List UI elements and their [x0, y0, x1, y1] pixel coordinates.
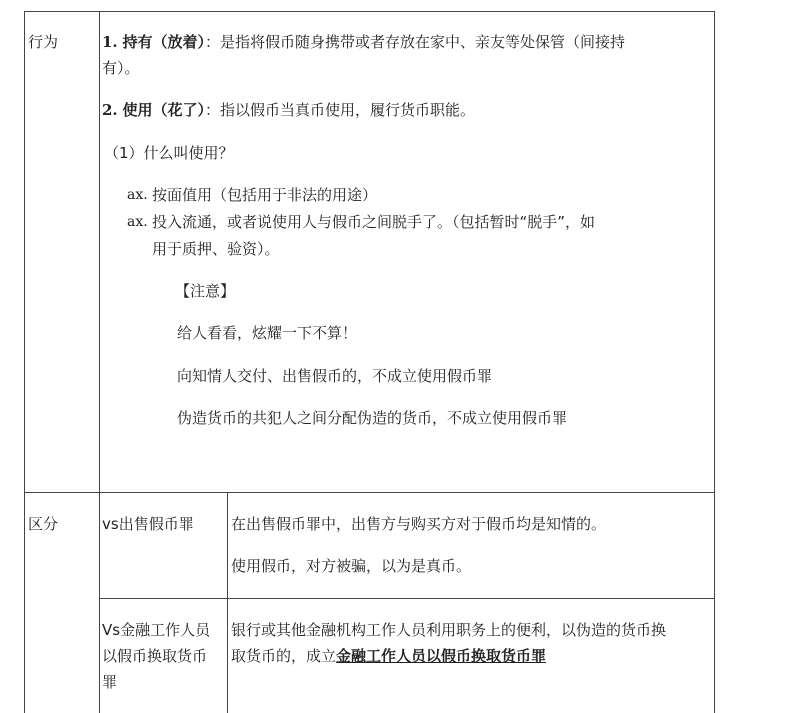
sub-title-vs-finance-2: 以假币换取货币 — [102, 647, 208, 665]
sub-title-vs-selling: vs出售假币罪 — [102, 515, 194, 533]
point-text: 投入流通，或者说使用人与假币之间脱手了。（包括暂时“脱手”，如 — [152, 213, 596, 231]
table-border-top — [24, 11, 715, 12]
row-label-behavior: 行为 — [28, 33, 59, 51]
point-marker: ax. — [127, 187, 148, 203]
subtable-row-separator — [99, 598, 715, 599]
item-holding-text-1: ：是指将假币随身携带或者存放在家中、亲友等处保管（间接持 — [204, 33, 625, 51]
item-holding-text-2: 有）。 — [102, 59, 140, 77]
item-holding-number: 1. — [102, 33, 118, 51]
subtable-column-divider — [227, 492, 228, 713]
item-using — [102, 97, 714, 123]
item-using-title: 使用（花了） — [122, 101, 205, 119]
crime-name-link: 金融工作人员以假币换取货币罪 — [336, 647, 547, 665]
table-column-divider — [99, 11, 100, 713]
table-border-left — [24, 11, 25, 713]
notice-item: 向知情人交付、出售假币的，不成立使用假币罪 — [177, 367, 493, 385]
item-holding-title: 持有（放着） — [122, 33, 205, 51]
notice-item: 给人看看，炫耀一下不算！ — [177, 324, 358, 342]
item-using-number: 2. — [102, 101, 118, 119]
table-border-right — [714, 11, 715, 713]
table-row-separator — [24, 492, 715, 493]
item-holding — [102, 29, 714, 81]
sub-title-vs-finance: Vs金融工作人员 — [102, 621, 211, 639]
point-text: 按面值用（包括用于非法的用途） — [152, 186, 378, 204]
point-marker: ax. — [127, 214, 148, 230]
notice-item: 伪造货币的共犯人之间分配伪造的货币，不成立使用假币罪 — [177, 409, 568, 427]
sub-text-selling: 在出售假币罪中，出售方与购买方对于假币均是知情的。 — [231, 515, 607, 533]
sub-text-using: 使用假币，对方被骗，以为是真币。 — [231, 557, 472, 575]
notice-title: 【注意】 — [175, 282, 236, 300]
sub-title-vs-finance-3: 罪 — [102, 673, 118, 691]
sub-text-finance: 银行或其他金融机构工作人员利用职务上的便利，以伪造的货币换 — [231, 621, 667, 639]
question-what-is-using: （1）什么叫使用？ — [104, 144, 234, 162]
sub-text-finance-plain: 取货币的，成立 — [231, 647, 337, 665]
point-text-continued: 用于质押、验资）。 — [152, 240, 280, 258]
item-using-text: ：指以假币当真币使用，履行货币职能。 — [204, 101, 475, 119]
sub-text-finance-2 — [231, 643, 546, 669]
row-label-distinction: 区分 — [28, 515, 59, 533]
